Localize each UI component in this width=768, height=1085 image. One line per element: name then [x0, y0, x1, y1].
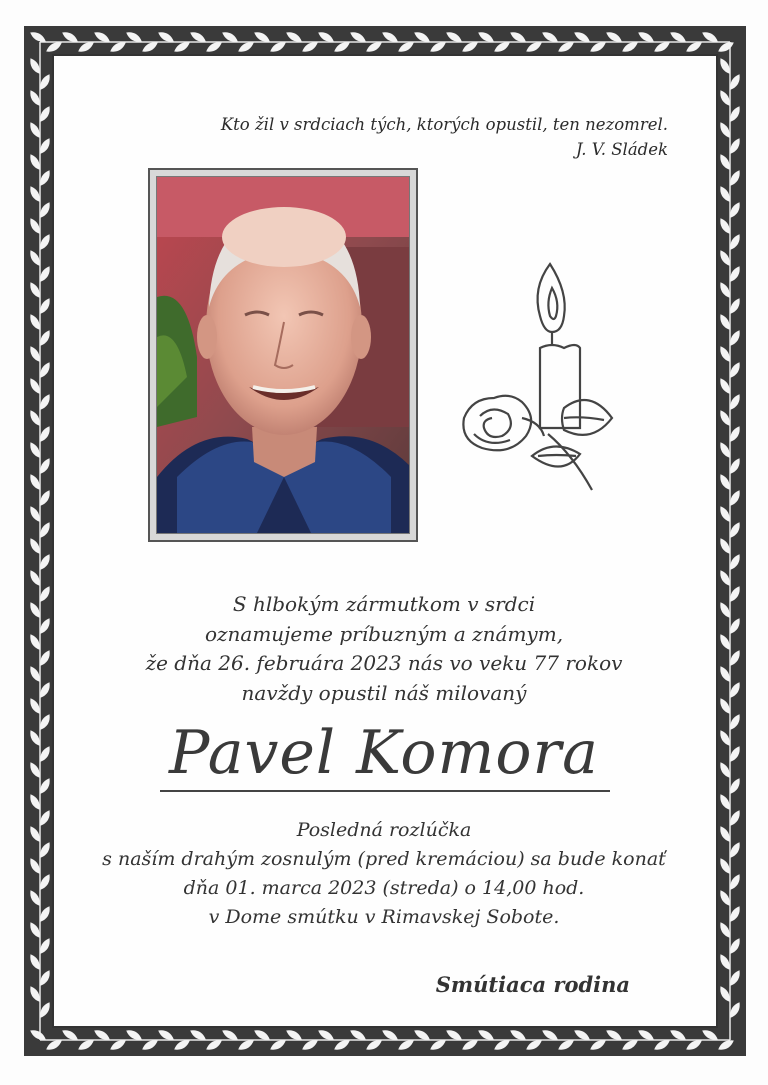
announcement-line: S hlbokým zármutkom v srdci — [232, 592, 536, 616]
announcement-line: oznamujeme príbuzným a známym, — [204, 621, 564, 646]
epigraph — [221, 112, 668, 162]
farewell-line: dňa 01. marca 2023 (streda) o 14,00 hod. — [183, 877, 585, 899]
portrait-photo — [148, 168, 418, 542]
farewell-line: s naším drahým zosnulým (pred kremáciou) sa bude konať — [102, 848, 666, 870]
epigraph-author: J. V. Sládek — [575, 140, 668, 159]
announcement-line: že dňa 26. februára 2023 nás vo veku 77 rokov — [145, 651, 623, 675]
candle-with-rose-icon — [452, 258, 632, 502]
epigraph-text: Kto žil v srdciach tých, ktorých opustil, ten nezomrel. — [220, 115, 668, 134]
signature: Smútiaca rodina — [435, 972, 630, 997]
name-underline — [160, 790, 610, 792]
farewell-line: v Dome smútku v Rimavskej Sobote. — [208, 906, 560, 928]
portrait-image — [157, 177, 410, 533]
farewell-line: Posledná rozlúčka — [296, 819, 472, 841]
announcement — [0, 590, 768, 708]
deceased-name: Pavel Komora — [169, 718, 599, 788]
farewell-details — [0, 816, 768, 932]
announcement-line: navždy opustil náš milovaný — [241, 680, 527, 705]
